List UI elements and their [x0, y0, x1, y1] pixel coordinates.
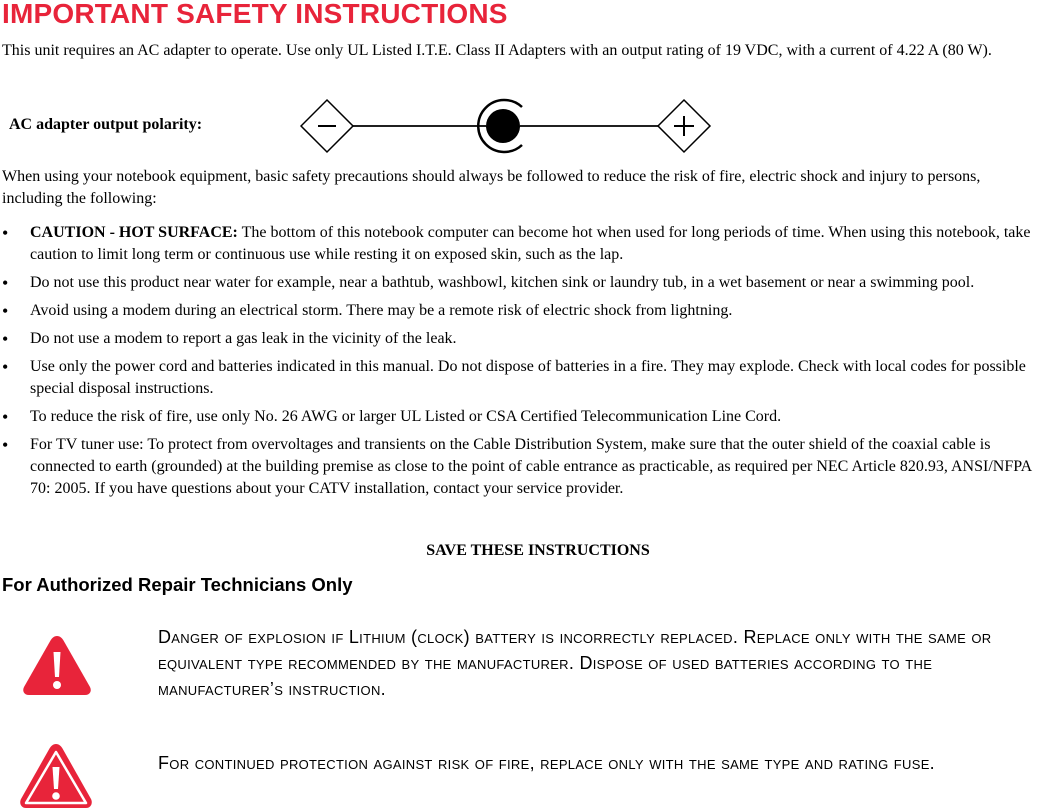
precautions-list — [0, 222, 1043, 506]
save-instructions: SAVE THESE INSTRUCTIONS — [426, 542, 650, 559]
bullet-icon: • — [2, 223, 9, 243]
list-item — [0, 300, 1043, 322]
list-item — [0, 222, 1043, 266]
polarity-diagram-icon — [300, 94, 720, 158]
list-item-text: Do not use a modem to report a gas leak in the vicinity of the leak. — [30, 330, 457, 347]
bullet-icon: • — [2, 435, 9, 455]
list-item — [0, 406, 1043, 428]
repair-heading: For Authorized Repair Technicians Only — [2, 574, 353, 595]
bullet-icon: • — [2, 329, 9, 349]
bullet-icon: • — [2, 301, 9, 321]
page-title: IMPORTANT SAFETY INSTRUCTIONS — [2, 0, 508, 29]
list-item-text: Use only the power cord and batteries indicated in this manual. Do not dispose of batteries in a fire. They may explode. Check with local codes for possible special disposal instructions. — [30, 358, 1026, 397]
list-item-text: Avoid using a modem during an electrical storm. There may be a remote risk of electric shock from lightning. — [30, 302, 733, 319]
list-item — [0, 434, 1043, 500]
list-item-text: To reduce the risk of fire, use only No. 26 AWG or larger UL Listed or CSA Certified Telecommunication Line Cord. — [30, 408, 782, 425]
warning-text: Danger of explosion if Lithium (clock) battery is incorrectly replaced. Replace only with the same or equivalent type recommended by the manufacturer. Dispose of used batteries according to the manufacturer’s instruction. — [158, 627, 992, 699]
list-item — [0, 328, 1043, 350]
warning-triangle-icon — [20, 632, 94, 698]
bullet-icon: • — [2, 407, 9, 427]
list-item-text: Do not use this product near water for example, near a bathtub, washbowl, kitchen sink or laundry tub, in a wet basement or near a swimming pool. — [30, 274, 975, 291]
warning-triangle-icon — [17, 741, 95, 811]
center-pin — [486, 109, 520, 143]
list-item — [0, 272, 1043, 294]
warning-text: For continued protection against risk of fire, replace only with the same type and rating fuse. — [158, 753, 935, 773]
bullet-icon: • — [2, 273, 9, 293]
list-item-text: For TV tuner use: To protect from overvoltages and transients on the Cable Distribution System, make sure that the outer shield of the coaxial cable is connected to earth (grounded) at the building premise as close to the point of cable entrance as practicable, as required per NEC Article 820.93, ANSI/NFPA 70: 2005. If you have questions about your CATV installation, contact your service provider. — [30, 436, 1032, 497]
list-item-text: The bottom of this notebook computer can become hot when used for long periods of time. When using this notebook, take caution to limit long term or continuous use while resting it on exposed skin, such as the lap. — [30, 224, 1031, 263]
bullet-icon: • — [2, 357, 9, 377]
caution-lead: CAUTION - HOT SURFACE: — [30, 224, 238, 241]
polarity-label: AC adapter output polarity: — [9, 116, 203, 133]
precautions-intro: When using your notebook equipment, basic safety precautions should always be followed to reduce the risk of fire, electric shock and injury to persons, including the following: — [2, 168, 981, 207]
intro-paragraph: This unit requires an AC adapter to operate. Use only UL Listed I.T.E. Class II Adapters with an output rating of 19 VDC, with a current of 4.22 A (80 W). — [2, 42, 992, 59]
list-item — [0, 356, 1043, 400]
